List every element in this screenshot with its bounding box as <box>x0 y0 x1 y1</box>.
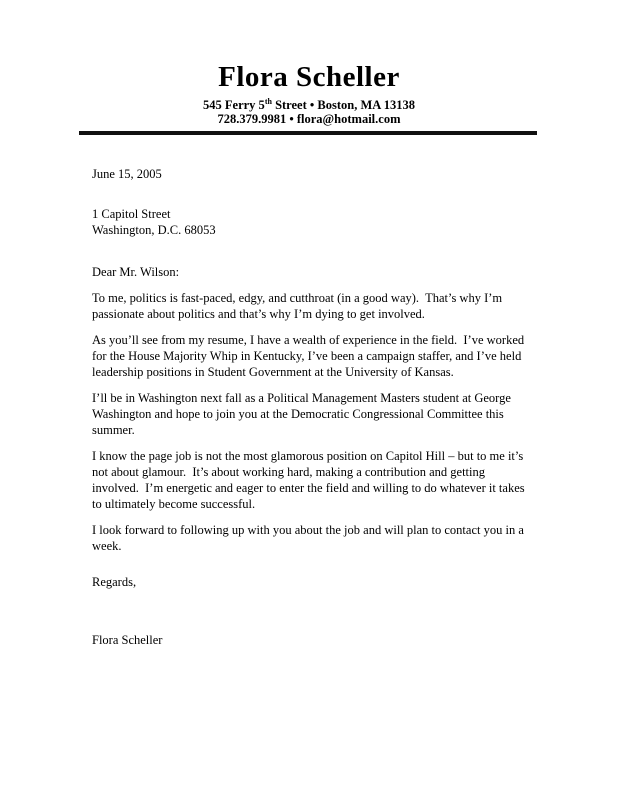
closing: Regards, <box>92 575 137 589</box>
letterhead-divider <box>79 131 537 135</box>
recipient-address-line: 1 Capitol Street <box>92 207 171 221</box>
recipient-address <box>92 206 533 238</box>
salutation: Dear Mr. Wilson: <box>92 265 180 279</box>
letterhead-address <box>0 98 618 112</box>
signature-name: Flora Scheller <box>92 633 163 647</box>
letter-date: June 15, 2005 <box>92 167 162 181</box>
recipient-address-line: Washington, D.C. 68053 <box>92 223 216 237</box>
letterhead-address-pre: 545 Ferry 5 <box>203 98 265 112</box>
body-paragraph: I look forward to following up with you about the job and will plan to contact you in a week. <box>92 523 527 553</box>
letterhead <box>0 0 618 126</box>
body-paragraph: As you’ll see from my resume, I have a wealth of experience in the field. I’ve worked for the House Majority Whip in Kentucky, I’ve been a campaign staffer, and I’ve held leadership positions in Student Government at the University of Kansas. <box>92 333 528 379</box>
letterhead-contact: 728.379.9981 • flora@hotmail.com <box>217 112 401 126</box>
body-paragraph: I know the page job is not the most glamorous position on Capitol Hill – but to me it’s not about glamour. It’s about working hard, making a contribution and getting involved. I’m energetic and eager to enter the field and willing to do whatever it takes to ultimately become successful. <box>92 449 528 511</box>
letter-body <box>92 166 533 648</box>
body-paragraph: I’ll be in Washington next fall as a Political Management Masters student at George Washington and hope to join you at the Democratic Congressional Committee this summer. <box>92 391 514 437</box>
letterhead-address-post: Street • Boston, MA 13138 <box>271 98 415 112</box>
letterhead-name: Flora Scheller <box>218 61 400 93</box>
body-paragraph: To me, politics is fast-paced, edgy, and cutthroat (in a good way). That’s why I’m passionate about politics and that’s why I’m dying to get involved. <box>92 291 506 321</box>
letterhead-address-ordinal: th <box>264 96 272 106</box>
